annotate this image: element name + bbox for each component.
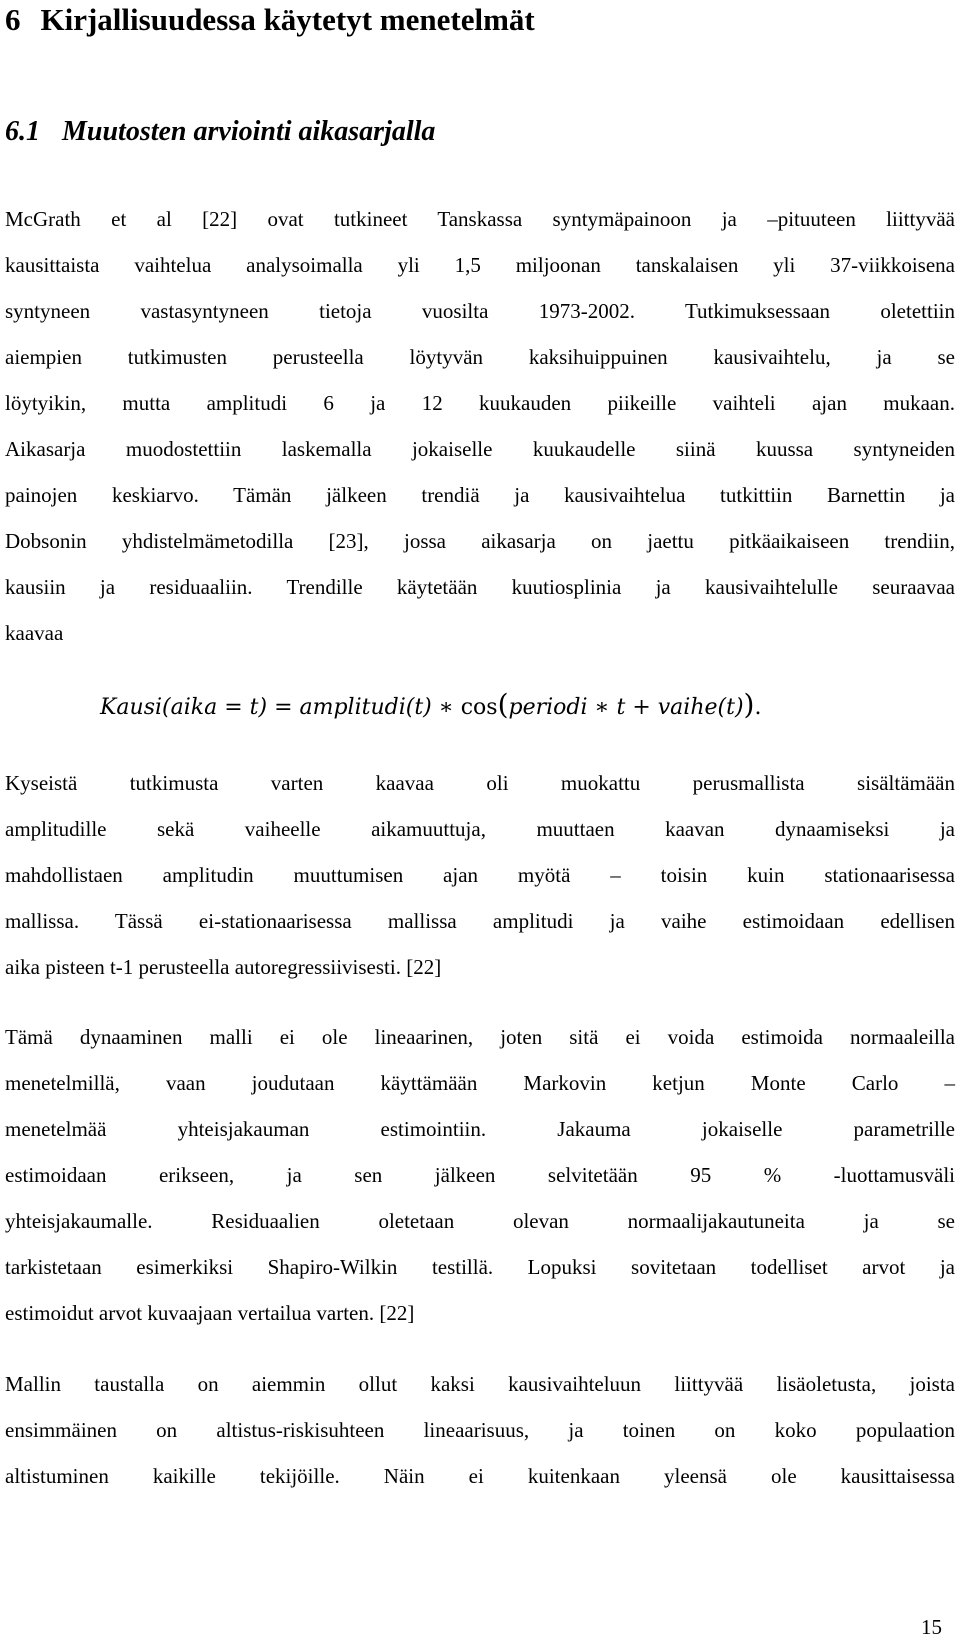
paragraph-line: syntyneen vastasyntyneen tietoja vuosilta 1973-2002. Tutkimuksessaan oletettiin xyxy=(5,299,955,323)
paragraph-line: altistuminen kaikille tekijöille. Näin ei kuitenkaan yleensä ole kausittaisessa xyxy=(5,1464,955,1488)
paragraph-1 xyxy=(5,196,955,656)
section-heading xyxy=(5,114,435,150)
paragraph-line: kausittaista vaihtelua analysoimalla yli 1,5 miljoonan tanskalaisen yli 37-viikkoisena xyxy=(5,253,955,277)
paragraph-line: Dobsonin yhdistelmämetodilla [23], jossa aikasarja on jaettu pitkäaikaiseen trendiin, xyxy=(5,529,955,553)
paragraph-line: tarkistetaan esimerkiksi Shapiro-Wilkin testillä. Lopuksi sovitetaan todelliset arvot ja xyxy=(5,1255,955,1279)
paragraph-line: menetelmää yhteisjakauman estimointiin. Jakauma jokaiselle parametrille xyxy=(5,1117,955,1141)
paragraph-line: mahdollistaen amplitudin muuttumisen ajan myötä – toisin kuin stationaarisessa xyxy=(5,863,955,887)
paragraph-line: painojen keskiarvo. Tämän jälkeen trendiä ja kausivaihtelua tutkittiin Barnettin ja xyxy=(5,483,955,507)
paragraph-line: estimoidut arvot kuvaajaan vertailua varten. [22] xyxy=(5,1301,415,1325)
paragraph-line: amplitudille sekä vaiheelle aikamuuttuja, muuttaen kaavan dynaamiseksi ja xyxy=(5,817,955,841)
chapter-title: Kirjallisuudessa käytetyt menetelmät xyxy=(40,2,535,37)
formula-cos: cos xyxy=(460,695,498,720)
paragraph-line: Tämä dynaaminen malli ei ole lineaarinen, joten sitä ei voida estimoida normaaleilla xyxy=(5,1025,955,1049)
formula-argument: periodi ∗ t + vaihe(t) xyxy=(508,695,744,720)
page-number: 15 xyxy=(921,1615,942,1639)
paragraph-line: mallissa. Tässä ei-stationaarisessa mallissa amplitudi ja vaihe estimoidaan edellisen xyxy=(5,909,955,933)
formula-paren-close: ) xyxy=(743,688,755,721)
paragraph-line: aika pisteen t-1 perusteella autoregressiivisesti. [22] xyxy=(5,955,442,979)
section-title: Muutosten arviointi aikasarjalla xyxy=(62,116,436,147)
formula-lhs: Kausi(aika = t) xyxy=(100,695,268,720)
section-number: 6.1 xyxy=(5,116,40,147)
paragraph-line: kausiin ja residuaaliin. Trendille käytetään kuutiosplinia ja kausivaihtelulle seuraavaa xyxy=(5,575,955,599)
paragraph-4 xyxy=(5,1361,955,1499)
paragraph-line: McGrath et al [22] ovat tutkineet Tanskassa syntymäpainoon ja –pituuteen liittyvää xyxy=(5,207,955,231)
paragraph-line: aiempien tutkimusten perusteella löytyvän kaksihuippuinen kausivaihtelu, ja se xyxy=(5,345,955,369)
paragraph-line: Kyseistä tutkimusta varten kaavaa oli muokattu perusmallista sisältämään xyxy=(5,771,955,795)
formula-multiply: ∗ xyxy=(431,695,461,720)
formula-period: . xyxy=(754,695,762,720)
paragraph-3 xyxy=(5,1014,955,1336)
paragraph-line: yhteisjakaumalle. Residuaalien oletetaan olevan normaalijakautuneita ja se xyxy=(5,1209,955,1233)
paragraph-line: kaavaa xyxy=(5,621,64,645)
chapter-number: 6 xyxy=(5,2,21,37)
chapter-heading xyxy=(5,0,535,40)
paragraph-line: menetelmillä, vaan joudutaan käyttämään Markovin ketjun Monte Carlo – xyxy=(5,1071,955,1095)
paragraph-line: löytyikin, mutta amplitudi 6 ja 12 kuukauden piikeille vaihteli ajan mukaan. xyxy=(5,391,955,415)
seasonal-formula xyxy=(100,682,761,731)
paragraph-line: ensimmäinen on altistus-riskisuhteen lineaarisuus, ja toinen on koko populaation xyxy=(5,1418,955,1442)
paragraph-2 xyxy=(5,760,955,990)
paragraph-line: Aikasarja muodostettiin laskemalla jokaiselle kuukaudelle siinä kuussa syntyneiden xyxy=(5,437,955,461)
formula-equals: = xyxy=(267,695,300,720)
paragraph-line: Mallin taustalla on aiemmin ollut kaksi kausivaihteluun liittyvää lisäoletusta, joista xyxy=(5,1372,955,1396)
formula-amplitude: amplitudi(t) xyxy=(299,695,432,720)
paragraph-line: estimoidaan erikseen, ja sen jälkeen selvitetään 95 % -luottamusväli xyxy=(5,1163,955,1187)
formula-paren-open: ( xyxy=(497,688,509,721)
